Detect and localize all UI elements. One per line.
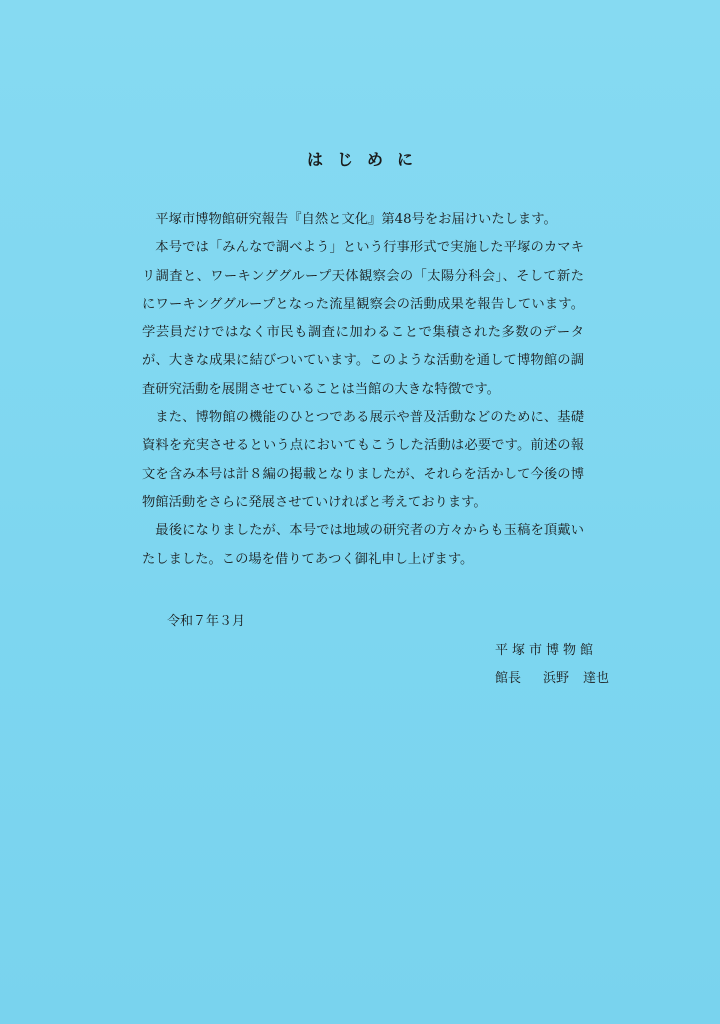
director-surname: 浜野 [543, 671, 570, 686]
organization-name: 平塚市博物館 [495, 643, 598, 658]
director-role: 館長 [495, 671, 522, 686]
paragraph: また、博物館の機能のひとつである展示や普及活動などのために、基礎資料を充実させるという点においてもこうした活動は必要です。前述の報文を含み本号は計８編の掲載となりましたが、それらを活かして今後の博物館活動をさらに発展させていければと考えております。 [142, 410, 584, 510]
issue-date: 令和７年３月 [167, 614, 246, 629]
page-title: はじめに [306, 150, 427, 169]
body-text [142, 206, 584, 574]
director-signature [495, 667, 609, 686]
paragraph: 最後になりましたが、本号では地域の研究者の方々からも玉稿を頂戴いたしました。この場を借りてあつく御礼申し上げます。 [142, 523, 584, 567]
director-given-name: 達也 [583, 671, 610, 686]
paragraph: 平塚市博物館研究報告『自然と文化』第48号をお届けいたします。 [155, 212, 557, 227]
paragraph: 本号では「みんなで調べよう」という行事形式で実施した平塚のカマキリ調査と、ワーキンググループ天体観察会の「太陽分科会」、そして新たにワーキンググループとなった流星観察会の活動成果を報告しています。学芸員だけではなく市民も調査に加わることで集積された多数のデータが、大きな成果に結びついています。このような活動を通して博物館の調査研究活動を展開させていることは当館の大きな特徴です。 [142, 240, 584, 397]
